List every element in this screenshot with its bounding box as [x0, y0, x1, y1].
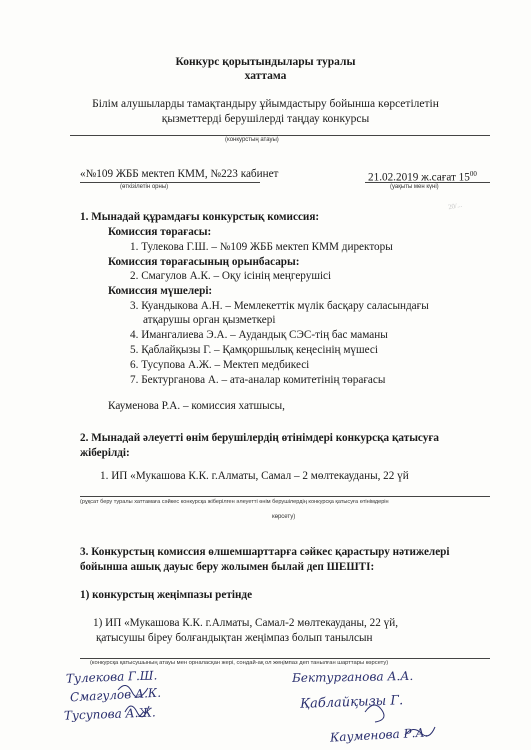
deputy-member: 2. Смагулов А.К. – Оқу ісінің меңгерушісі — [130, 270, 332, 282]
subtitle-line-1: Білім алушыларды тамақтандыру ұйымдастыру бойынша көрсетілетін — [92, 98, 439, 110]
signature-flourish-1 — [118, 685, 148, 697]
signature-flourish-2 — [125, 706, 149, 717]
chair-member: 1. Тулекова Г.Ш. – №109 ЖББ мектеп КММ директоры — [130, 241, 393, 253]
signature-right-3: Кауменова Р.А. — [329, 725, 429, 745]
section2-heading-line-2: жіберілді: — [80, 447, 130, 459]
member-3-line-2: атқарушы орган қызметкері — [143, 314, 276, 326]
section3-heading-line-2: бойынша ашық дауыс беру жолымен былай деп ШЕШТІ: — [80, 561, 375, 573]
member-4: 4. Имангалиева Э.А. – Аудандық СЭС-тің бас маманы — [130, 329, 388, 341]
member-6: 6. Тусупова А.Ж. – Мектеп медбикесі — [130, 359, 310, 371]
venue-date: 21.02.2019 ж.сағат 15 — [368, 171, 470, 184]
signature-right-2: Қаблайқызы Г. — [299, 693, 404, 712]
winner-line-2: қатысушы біреу болғандықтан жеңімпаз болып танылсын — [96, 632, 373, 644]
members-label: Комиссия мүшелері: — [108, 285, 213, 297]
signature-flourish-4 — [405, 727, 435, 736]
place-caption: (өткізілетін орны) — [120, 184, 169, 190]
faint-stamp: 20/... — [447, 200, 463, 212]
secretary: Кауменова Р.А. – комиссия хатшысы, — [108, 400, 285, 412]
signature-left-3: Тусупова А.Ж. — [63, 705, 156, 723]
member-7: 7. Бектурганова А. – ата-аналар комитетінің төрағасы — [130, 374, 386, 386]
member-3-line-1: 3. Куандыкова А.Н. – Мемлекеттік мүлік басқару саласындағы — [130, 300, 429, 312]
section1-heading: 1. Мынадай құрамдағы конкурстық комиссия: — [80, 211, 320, 223]
venue-place: «№109 ЖББ мектеп КММ, №223 кабинет — [80, 168, 279, 180]
signature-left-1: Тулекова Г.Ш. — [65, 668, 158, 686]
venue-time-minutes: 00 — [469, 170, 477, 178]
section3-subheading: 1) конкурстың жеңімпазы ретінде — [80, 589, 253, 601]
signature-right-1: Бектурганова А.А. — [291, 668, 414, 686]
supplier-caption-line-2: көрсету) — [272, 514, 296, 520]
title-line-2: хаттама — [244, 70, 287, 82]
title-line-1: Конкурс қорытындылары туралы — [175, 56, 356, 68]
winner-line-1: 1) ИП «Мукашова К.К. г.Алматы, Самал-2 мөлтекауданы, 22 үй, — [93, 617, 399, 629]
winner-caption: (конкурсқа қатысушының атауы мен орналасқан жері, сондай-ақ ол жеңімпаз деп танылған шарттары көрсету) — [90, 660, 389, 666]
supplier-caption-line-1: (рұқсат беру туралы хаттамаға сәйкес конкурсқа жіберілген әлеуетті өнім берушілердің конкурсқа қатысуға өтінімдерін — [80, 499, 389, 505]
signature-left-2: Смагулов А.К. — [69, 685, 162, 705]
signature-flourish-3 — [365, 705, 384, 722]
member-5: 5. Қаблайқызы Г. – Қамқоршылық кеңесінің мүшесі — [130, 344, 378, 356]
supplier-entry: 1. ИП «Мукашова К.К. г.Алматы, Самал – 2 мөлтекауданы, 22 үй — [100, 470, 409, 482]
section3-heading-line-1: 3. Конкурстың комиссия өлшемшарттарға сәйкес қарастыру нәтижелері — [80, 546, 450, 558]
date-caption: (уақыты мен күні) — [390, 184, 439, 190]
subtitle-line-2: қызметтерді берушілерді таңдау конкурсы — [161, 113, 370, 125]
deputy-label: Комиссия төрағасының орынбасары: — [108, 256, 300, 268]
chair-label: Комиссия төрағасы: — [108, 226, 212, 238]
subtitle-caption: (конкурстың атауы) — [225, 137, 279, 143]
section2-heading-line-1: 2. Мынадай әлеуетті өнім берушілердің өтінімдері конкурсқа қатысуға — [80, 432, 440, 444]
